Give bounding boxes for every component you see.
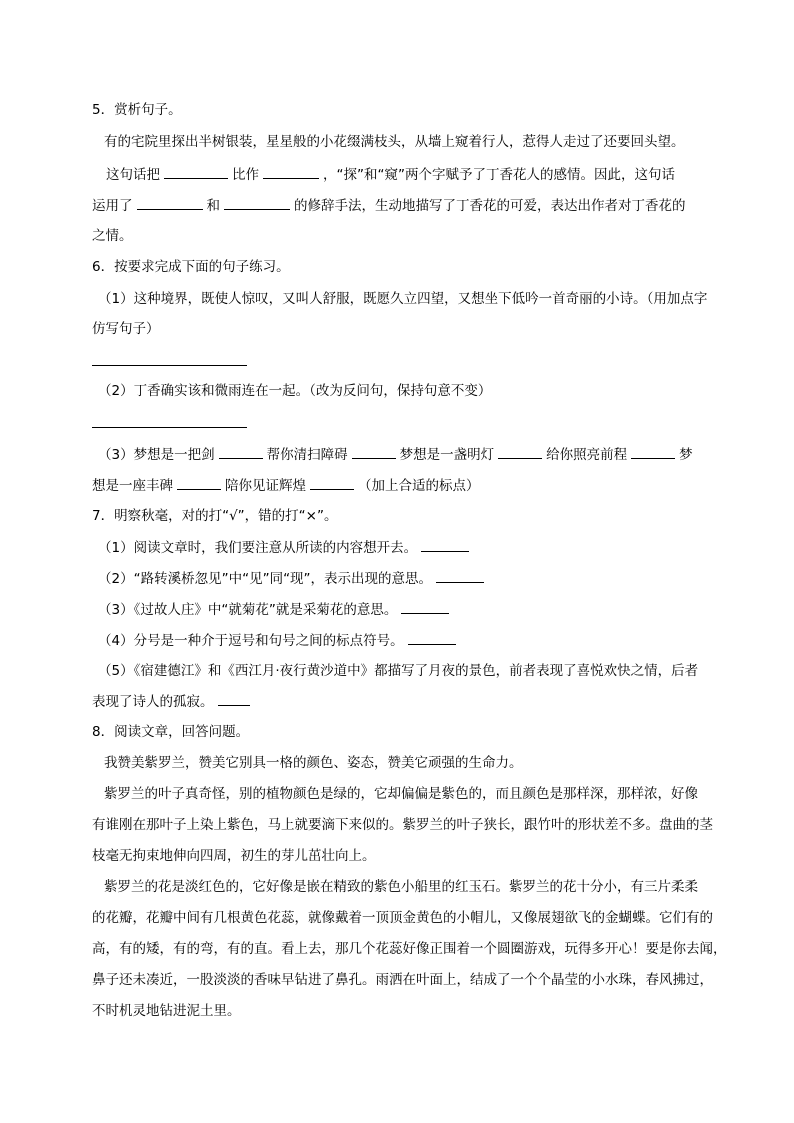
q6-title: 6．按要求完成下面的句子练习。 — [92, 259, 290, 275]
q5-line3: 之情。 — [92, 228, 133, 244]
q6-s1b: 仿写句子） — [92, 321, 160, 337]
answer-line[interactable] — [92, 365, 247, 366]
q7-item3 — [98, 600, 453, 619]
answer-blank[interactable] — [137, 196, 203, 210]
q6-s2: （2）丁香确实该和微雨连在一起。（改为反问句，保持句意不变） — [98, 383, 492, 399]
answer-blank[interactable] — [310, 476, 354, 490]
q6-s1a: （1）这种境界，既使人惊叹，又叫人舒服，既愿久立四望，又想坐下低吟一首奇丽的小诗。（用加点字 — [98, 291, 708, 307]
q8-p3-line1: 紫罗兰的花是淡红色的，它好像是嵌在精致的紫色小船里的红玉石。紫罗兰的花十分小，有三片柔柔 — [104, 879, 698, 895]
q5-text: ，“探”和“窥”两个字赋予了丁香花人的感情。因此，这句话 — [323, 167, 675, 183]
q5-text: 和 — [206, 198, 220, 214]
q7-item1 — [98, 538, 473, 557]
q6-text: 梦想是一盏明灯 — [399, 447, 495, 463]
q6-text: 给你照亮前程 — [546, 447, 628, 463]
answer-blank[interactable] — [352, 445, 396, 459]
answer-line[interactable] — [92, 427, 247, 428]
q8-p3-line2: 的花瓣，花瓣中间有几根黄色花蕊，就像戴着一顶顶金黄色的小帽儿，又像展翅欲飞的金蝴蝶。它们有的 — [92, 910, 713, 926]
q8-p3-line4: 鼻子还未凑近，一股淡淡的香味早钻进了鼻孔。雨洒在叶面上，结成了一个个晶莹的小水珠，春风拂过， — [92, 972, 713, 988]
q6-s3-line2 — [92, 476, 480, 495]
q7-item4 — [98, 631, 460, 650]
answer-blank[interactable] — [224, 196, 290, 210]
q6-text: 梦 — [679, 447, 693, 463]
q5-line1 — [106, 165, 675, 184]
answer-blank[interactable] — [401, 600, 449, 614]
q7-title: 7．明察秋毫，对的打“√”，错的打“×”。 — [92, 508, 338, 524]
answer-blank[interactable] — [177, 476, 221, 490]
answer-blank[interactable] — [421, 538, 469, 552]
q8-p3-line5: 不时机灵地钻进泥土里。 — [92, 1003, 241, 1019]
q5-text: 这句话把 — [106, 167, 160, 183]
q6-text: 想是一座丰碑 — [92, 478, 173, 494]
q7-text: （4）分号是一种介于逗号和句号之间的标点符号。 — [98, 633, 404, 649]
q7-text: （2）“路转溪桥忽见”中“见”同“现”，表示出现的意思。 — [98, 571, 433, 587]
q5-quote: 有的宅院里探出半树银装，星星般的小花缀满枝头，从墙上窥着行人，惹得人走过了还要回头望。 — [104, 134, 685, 150]
q6-text: 陪你见证辉煌 — [225, 478, 306, 494]
q6-text: （加上合适的标点） — [358, 478, 480, 494]
answer-blank[interactable] — [498, 445, 542, 459]
q8-p2-line2: 有谁刚在那叶子上染上紫色，马上就要滴下来似的。紫罗兰的叶子狭长，跟竹叶的形状差不多。盘曲的茎 — [92, 817, 713, 833]
q7-text: 表现了诗人的孤寂。 — [92, 694, 214, 710]
answer-blank[interactable] — [263, 165, 319, 179]
q8-p1: 我赞美紫罗兰，赞美它别具一格的颜色、姿态，赞美它顽强的生命力。 — [104, 755, 523, 771]
q7-item2 — [98, 569, 488, 588]
q6-s3-line1 — [98, 445, 693, 464]
answer-blank[interactable] — [408, 631, 456, 645]
q6-text: （3）梦想是一把剑 — [98, 447, 215, 463]
q8-p3-line3: 高，有的矮，有的弯，有的直。看上去，那几个花蕊好像正围着一个圆圈游戏，玩得多开心！要是你去闻， — [92, 941, 727, 957]
q5-line2 — [92, 196, 686, 215]
q7-item5a: （5）《宿建德江》和《西江月·夜行黄沙道中》都描写了月夜的景色，前者表现了喜悦欢快之情，后者 — [98, 663, 699, 679]
q5-title: 5．赏析句子。 — [92, 102, 182, 118]
q7-text: （3）《过故人庄》中“就菊花”就是采菊花的意思。 — [98, 602, 398, 618]
q8-title: 8．阅读文章，回答问题。 — [92, 724, 250, 740]
answer-blank[interactable] — [436, 569, 484, 583]
q8-p2-line3: 枝毫无拘束地伸向四周，初生的芽儿茁壮向上。 — [92, 848, 376, 864]
answer-blank[interactable] — [631, 445, 675, 459]
q7-text: （1）阅读文章时，我们要注意从所读的内容想开去。 — [98, 540, 418, 556]
answer-blank[interactable] — [164, 165, 228, 179]
q6-text: 帮你清扫障碍 — [266, 447, 348, 463]
q7-item5b — [92, 692, 254, 711]
answer-blank[interactable] — [218, 692, 250, 706]
q8-p2-line1: 紫罗兰的叶子真奇怪，别的植物颜色是绿的，它却偏偏是紫色的，而且颜色是那样深，那样浓，好像 — [104, 786, 698, 802]
answer-blank[interactable] — [219, 445, 263, 459]
q5-text: 比作 — [232, 167, 259, 183]
q5-text: 的修辞手法，生动地描写了丁香花的可爱，表达出作者对丁香花的 — [294, 198, 686, 214]
q5-text: 运用了 — [92, 198, 133, 214]
